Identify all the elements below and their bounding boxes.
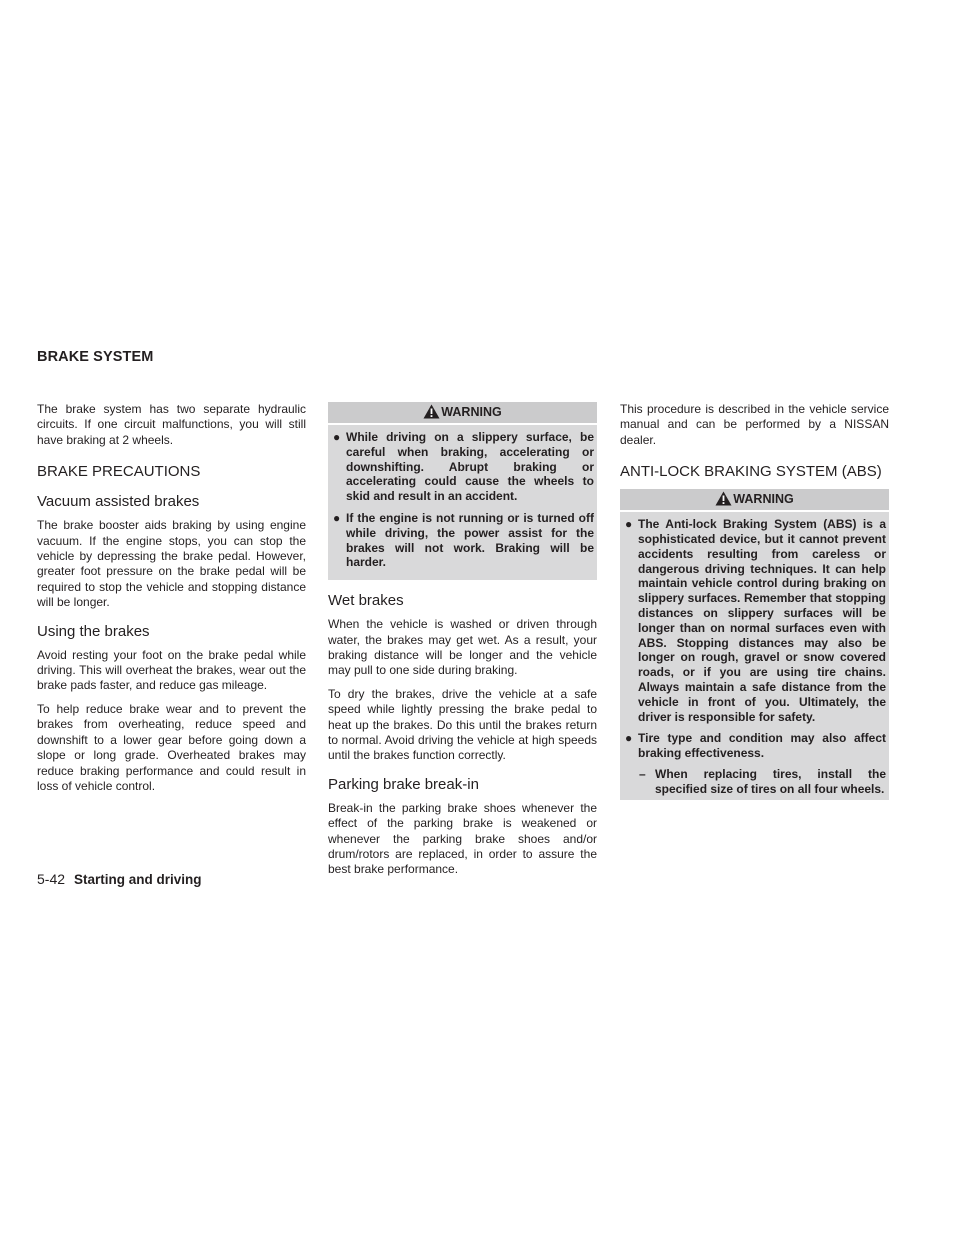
page-footer — [37, 871, 202, 887]
heading-parking-brake-break-in: Parking brake break-in — [328, 775, 479, 793]
section-title: BRAKE SYSTEM — [37, 349, 154, 365]
warning-item — [328, 511, 594, 570]
warning-triangle-icon — [715, 491, 732, 506]
warning-item — [620, 517, 886, 724]
warning-box-brakes — [328, 402, 597, 580]
warning-sub-item — [620, 767, 886, 797]
heading-wet-brakes: Wet brakes — [328, 592, 404, 610]
paragraph-using-2: To help reduce brake wear and to prevent the brakes from overheating, reduce speed and downshift to a lower gear before going down a slope or long grade. Overheated brakes may reduce braking performance and could result in loss of vehicle control. — [37, 701, 306, 793]
warning-header — [328, 402, 597, 425]
paragraph-vacuum: The brake booster aids braking by using engine vacuum. If the engine stops, you can stop the vehicle by depressing the brake pedal. However, greater foot pressure on the brake pedal will be required to stop the vehicle and stopping distance will be longer. — [37, 518, 306, 610]
warning-item — [328, 430, 594, 504]
warning-triangle-icon — [423, 404, 440, 419]
column-2 — [328, 402, 597, 886]
bullet-glyph: ● — [333, 510, 341, 525]
warning-item-text: If the engine is not running or is turned off while driving, the power assist for the brakes will not work. Braking will be harder. — [346, 510, 594, 570]
heading-using-the-brakes: Using the brakes — [37, 622, 150, 640]
warning-item-text: Tire type and condition may also affect braking effectiveness. — [638, 731, 886, 761]
heading-brake-precautions: BRAKE PRECAUTIONS — [37, 463, 201, 481]
column-1 — [37, 402, 306, 802]
paragraph-using-1: Avoid resting your foot on the brake pedal while driving. This will overheat the brakes, wear out the brake pads faster, and reduce gas mileage. — [37, 647, 306, 693]
warning-label: WARNING — [733, 492, 794, 507]
bullet-glyph: ● — [625, 731, 633, 746]
warning-header — [620, 489, 889, 512]
intro-paragraph: The brake system has two separate hydraulic circuits. If one circuit malfunctions, you will still have braking at 2 wheels. — [37, 402, 306, 447]
warning-box-abs — [620, 489, 889, 799]
warning-item-text: While driving on a slippery surface, be careful when braking, accelerating or downshifting. Abrupt braking or accelerating could cause the wheels to skid and result in an accident. — [346, 430, 594, 504]
paragraph-procedure: This procedure is described in the vehicle service manual and can be performed by a NISSAN dealer. — [620, 402, 889, 447]
paragraph-wet-2: To dry the brakes, drive the vehicle at a safe speed while lightly pressing the brake pedal to heat up the brakes. Do this until the brakes return to normal. Avoid driving the vehicle at high speeds until the brakes function correctly. — [328, 686, 597, 763]
warning-sub-item-text: When replacing tires, install the specified size of tires on all four wheels. — [655, 766, 886, 796]
warning-item-text: The Anti-lock Braking System (ABS) is a sophisticated device, but it cannot prevent accidents resulting from careless or dangerous driving techniques. It can help maintain vehicle control during braking on slippery surfaces. Remember that stopping distances on slippery surfaces will be longer than on normal surfaces even with ABS. Stopping distances may also be longer on rough, gravel or snow covered roads, or if you are using tire chains. Always maintain a safe distance from the vehicle in front of you. Ultimately, the driver is responsible for safety. — [638, 517, 886, 724]
warning-body — [620, 512, 889, 799]
paragraph-wet-1: When the vehicle is washed or driven through water, the brakes may get wet. As a result, your braking distance will be longer and the vehicle may pull to one side during braking. — [328, 617, 597, 678]
page-number: 5-42 — [37, 871, 66, 887]
paragraph-parking: Break-in the parking brake shoes whenever the effect of the parking brake is weakened or whenever the parking brake shoes and/or drum/rotors are replaced, in order to assure the best brake performance. — [328, 800, 597, 877]
heading-abs: ANTI-LOCK BRAKING SYSTEM (ABS) — [620, 463, 882, 481]
warning-item — [620, 731, 886, 761]
dash-glyph: – — [639, 766, 646, 781]
bullet-glyph: ● — [333, 430, 341, 444]
heading-vacuum-assisted-brakes: Vacuum assisted brakes — [37, 493, 200, 511]
chapter-title: Starting and driving — [74, 872, 202, 887]
bullet-glyph: ● — [625, 517, 633, 532]
warning-body — [328, 425, 597, 580]
column-3 — [620, 402, 889, 808]
warning-label: WARNING — [441, 405, 502, 419]
